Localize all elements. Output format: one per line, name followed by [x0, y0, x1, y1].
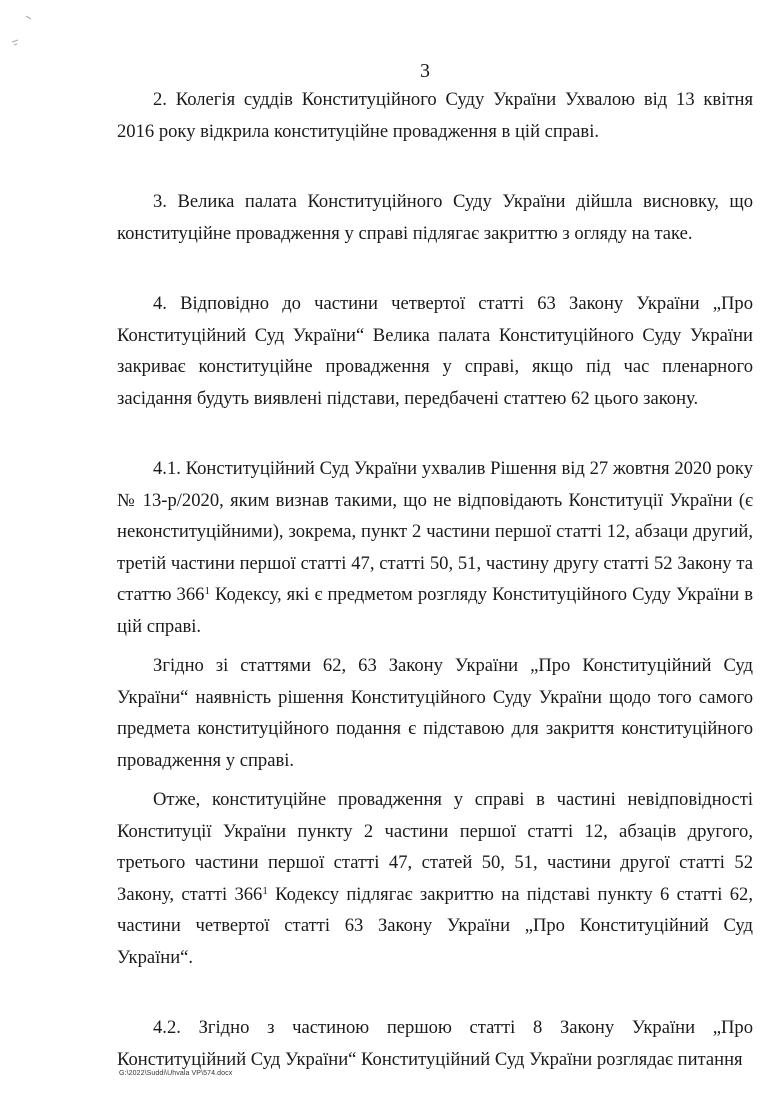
paragraph-4-1-second: Згідно зі статтями 62, 63 Закону України „Про Конституційний Суд України“ наявність рішення Конституційного Суду України щодо того самого предмета конституційного подання є підставою для закриття конституційного провадження у справі. — [117, 655, 753, 771]
paragraph-3: 3. Велика палата Конституційного Суду України дійшла висновку, що конституційне провадження у справі підлягає закриттю з огляду на таке. — [117, 191, 753, 244]
superscript: 1 — [262, 884, 268, 897]
paragraph-2: 2. Колегія суддів Конституційного Суду України Ухвалою від 13 квітня 2016 року відкрила конституційне провадження в цій справі. — [117, 89, 753, 142]
paragraph-4-2: 4.2. Згідно з частиною першою статті 8 Закону України „Про Конституційний Суд України“ Конституційний Суд України розглядає питання — [117, 1017, 753, 1070]
paragraph-4-1-text: 4.1. Конституційний Суд України ухвалив Рішення від 27 жовтня 2020 року № 13-р/2020, яким визнав такими, що не відповідають Конституції України (є неконституційними), зокрема, пункт 2 частини першої статті 12, абзаци другий, третій частини першої статті 47, статті 50, 51, частину другу статті 52 Закону та статтю 366 — [117, 458, 753, 605]
document-body — [117, 84, 753, 1075]
page-number: 3 — [420, 60, 430, 82]
paragraph-4-1-third-text-end: Кодексу підлягає закриттю на підставі пункту 6 статті 62, частини четвертої статті 63 Закону України „Про Конституційний Суд України“. — [117, 883, 753, 968]
paragraph-4: 4. Відповідно до частини четвертої статті 63 Закону України „Про Конституційний Суд України“ Велика палата Конституційного Суду України закриває конституційне провадження у справі, якщо під час пленарного засідання будуть виявлені підстави, передбачені статтею 62 цього закону. — [117, 293, 753, 409]
paragraph-4-1-text-end: Кодексу, які є предметом розгляду Конституційного Суду України в цій справі. — [117, 584, 753, 637]
footer-file-path: G:\2022\Suddi\Uhvala VP\574.docx — [119, 1070, 233, 1077]
paragraph-4-1-third-text: Отже, конституційне провадження у справі в частині невідповідності Конституції України пункту 2 частини першої статті 12, абзаців другого, третього частини першої статті 47, статей 50, 51, частини другої статті 52 Закону, статті 366 — [117, 789, 753, 905]
paragraph-4-1-third — [117, 784, 753, 973]
paragraph-4-1 — [117, 453, 753, 642]
superscript: 1 — [204, 585, 210, 597]
scan-marks-icon — [6, 12, 36, 52]
